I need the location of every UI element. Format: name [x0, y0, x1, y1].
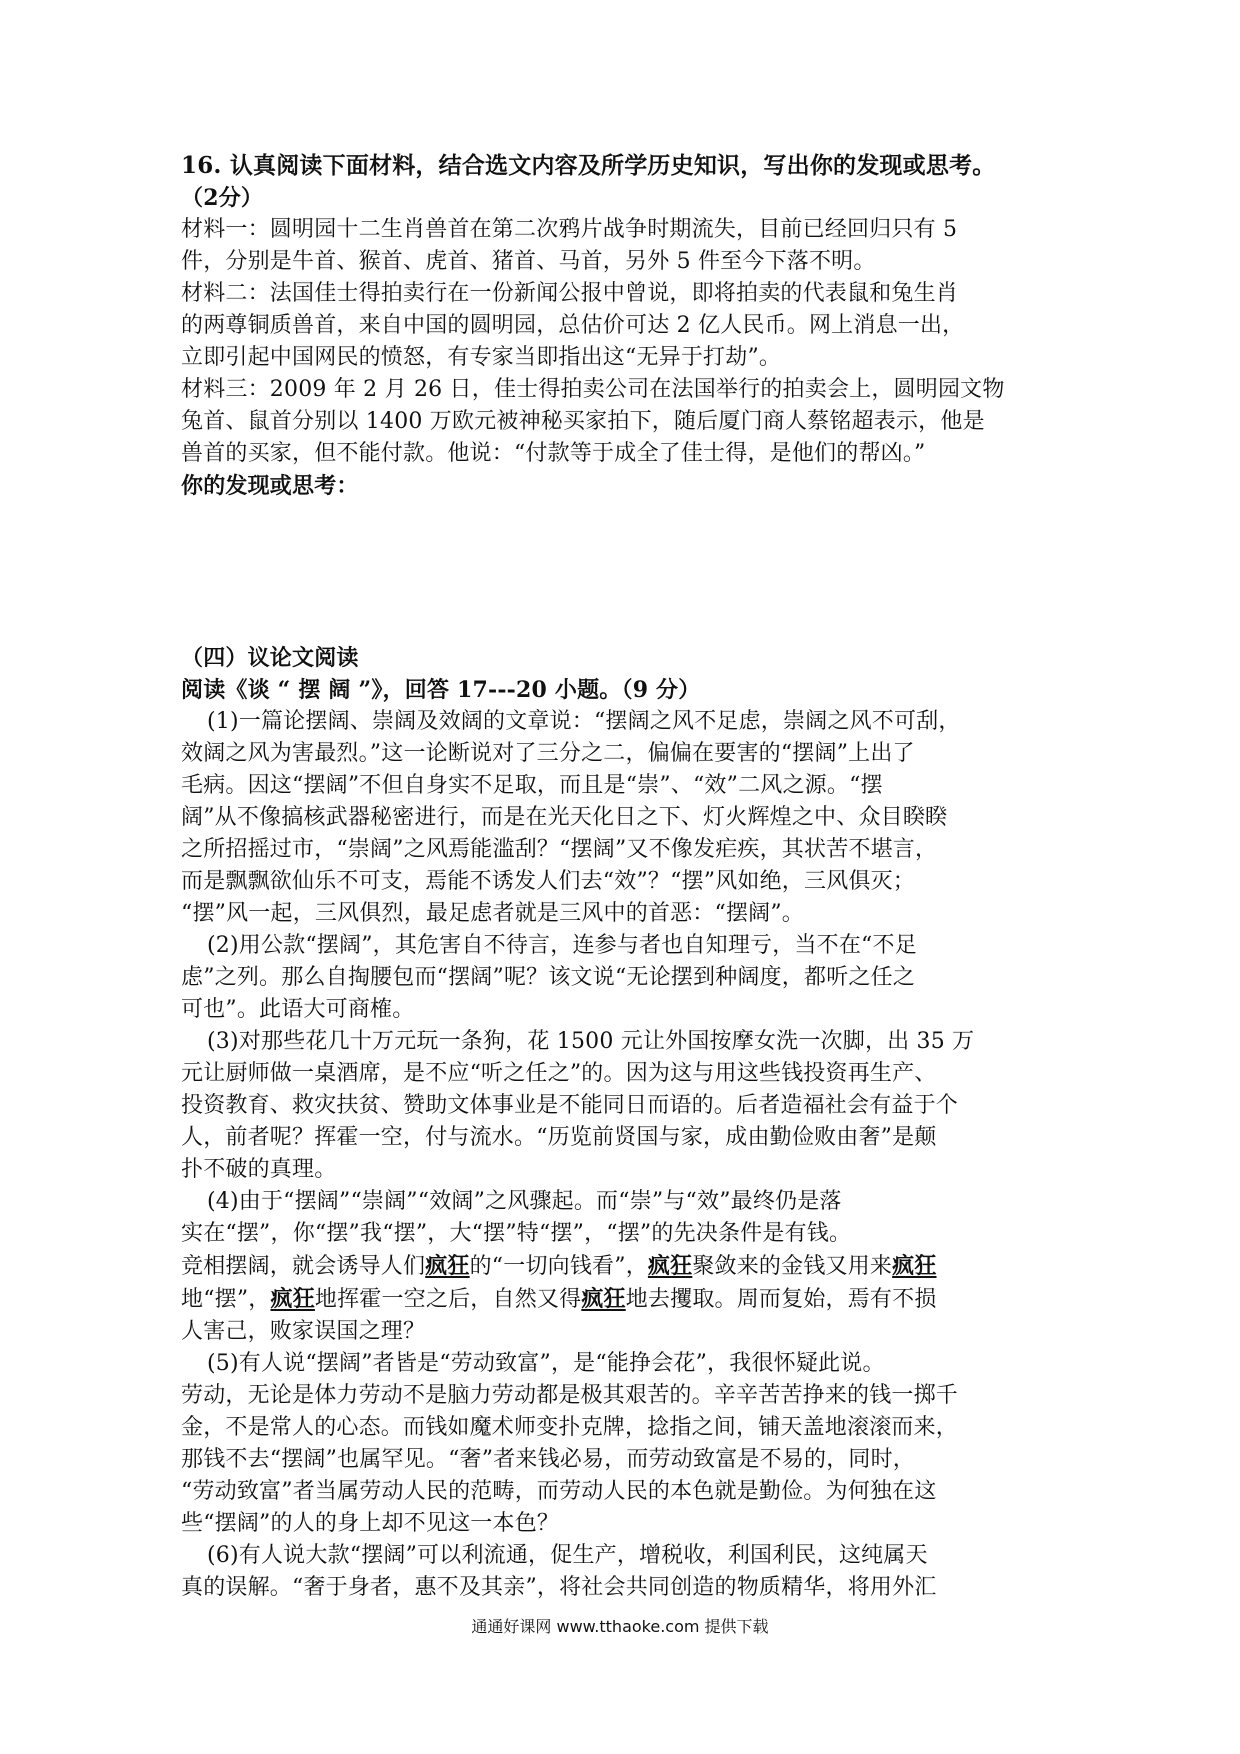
paragraph-line: 而是飘飘欲仙乐不可支，焉能不诱发人们去“效”？“摆”风如绝，三风俱灭；	[181, 869, 915, 894]
paragraph-line: 那钱不去“摆阔”也属罕见。“奢”者来钱必易，而劳动致富是不易的，同时，	[181, 1447, 915, 1472]
paragraph-line: 人，前者呢？挥霍一空，付与流水。“历览前贤国与家，成由勤俭败由奢”是颠	[181, 1125, 937, 1150]
material-1-line: 件，分别是牛首、猴首、虎首、猪首、马首，另外 5 件至今下落不明。	[181, 249, 876, 274]
paragraph-line: (2)用公款“摆阔”，其危害自不待言，连参与者也自知理亏，当不在“不足	[207, 933, 917, 958]
text-segment: 地挥霍一空之后，自然又得	[314, 1287, 582, 1312]
paragraph-line: 虑”之列。那么自掏腰包而“摆阔”呢？该文说“无论摆到种阔度，都听之任之	[181, 965, 915, 990]
paragraph-line	[181, 1250, 1061, 1283]
material-2-line: 的两尊铜质兽首，来自中国的圆明园，总估价可达 2 亿人民币。网上消息一出，	[181, 313, 965, 338]
keyword-underlined: 疯狂	[425, 1253, 470, 1279]
paragraph-line: (4)由于“摆阔”“崇阔”“效阔”之风骤起。而“崇”与“效”最终仍是落	[207, 1189, 842, 1214]
paragraph-line: 扑不破的真理。	[181, 1157, 337, 1182]
material-3-line: 兽首的买家，但不能付款。他说：“付款等于成全了佳士得，是他们的帮凶。”	[181, 441, 926, 466]
text-segment: 地去攫取。周而复始，焉有不损	[625, 1287, 937, 1312]
paragraph-line: (6)有人说大款“摆阔”可以利流通，促生产，增税收，利国利民，这纯属天	[207, 1543, 928, 1568]
paragraph-line: 投资教育、救灾扶贫、赞助文体事业是不能同日而语的。后者造福社会有益于个	[181, 1093, 959, 1118]
paragraph-5	[181, 1348, 1061, 1540]
keyword-underlined: 疯狂	[892, 1253, 937, 1279]
paragraph-line: 效阔之风为害最烈。”这一论断说对了三分之二，偏偏在要害的“摆阔”上出了	[181, 741, 915, 766]
paragraph-line: (5)有人说“摆阔”者皆是“劳动致富”，是“能挣会花”，我很怀疑此说。	[207, 1351, 885, 1376]
material-1-line: 材料一：圆明园十二生肖兽首在第二次鸦片战争时期流失，目前已经回归只有 5	[181, 217, 958, 242]
paragraph-line: 之所招摇过市，“崇阔”之风焉能滥刮？“摆阔”又不像发疟疾，其状苦不堪言，	[181, 837, 938, 862]
question-16-title: 16. 认真阅读下面材料，结合选文内容及所学历史知识，写出你的发现或思考。	[181, 152, 996, 179]
section-heading: （四）议论文阅读	[181, 645, 359, 671]
page-content	[181, 150, 1061, 1604]
material-2-line: 立即引起中国网民的愤怒，有专家当即指出这“无异于打劫”。	[181, 345, 782, 370]
section-subheading: 阅读《谈 “ 摆 阔 ”》，回答 17---20 小题。（9 分）	[181, 677, 701, 703]
answer-space[interactable]	[181, 502, 1061, 640]
question-16-score: （2分）	[181, 185, 264, 211]
paragraph-2	[181, 930, 1061, 1026]
paragraph-line: “劳动致富”者当属劳动人民的范畴，而劳动人民的本色就是勤俭。为何独在这	[181, 1479, 937, 1504]
keyword-underlined: 疯狂	[647, 1253, 693, 1279]
paragraph-1	[181, 706, 1061, 930]
text-segment: 地“摆”，	[181, 1287, 271, 1312]
paragraph-line: 实在“摆”，你“摆”我“摆”，大“摆”特“摆”，“摆”的先决条件是有钱。	[181, 1221, 852, 1246]
paragraph-line: 些“摆阔”的人的身上却不见这一本色？	[181, 1511, 560, 1536]
page-footer: 通通好课网 www.tthaoke.com 提供下载	[471, 1617, 769, 1636]
text-segment: 聚敛来的金钱又用来	[692, 1254, 893, 1279]
paragraph-line: 阔”从不像搞核武器秘密进行，而是在光天化日之下、灯火辉煌之中、众目睽睽	[181, 805, 948, 830]
paragraph-line: 金，不是常人的心态。而钱如魔术师变扑克牌，捻指之间，铺天盖地滚滚而来，	[181, 1415, 959, 1440]
paragraph-line: “摆”风一起，三风俱烈，最足虑者就是三风中的首恶：“摆阔”。	[181, 901, 804, 926]
paragraph-6	[181, 1540, 1061, 1604]
paragraph-line: 可也”。此语大可商榷。	[181, 997, 415, 1022]
text-segment: 竞相摆阔，就会诱导人们	[181, 1254, 426, 1279]
material-3	[181, 374, 1061, 470]
material-3-line: 兔首、鼠首分别以 1400 万欧元被神秘买家拍下，随后厦门商人蔡铭超表示，他是	[181, 409, 985, 434]
paragraph-line	[181, 1283, 1061, 1316]
material-3-line: 材料三：2009 年 2 月 26 日，佳士得拍卖公司在法国举行的拍卖会上，圆明园文物	[181, 377, 1005, 402]
text-segment: 的“一切向钱看”，	[469, 1254, 648, 1279]
paragraph-line: 真的误解。“奢于身者，惠不及其亲”，将社会共同创造的物质精华，将用外汇	[181, 1575, 937, 1600]
keyword-underlined: 疯狂	[270, 1286, 315, 1312]
material-1	[181, 214, 1061, 278]
answer-prompt: 你的发现或思考：	[181, 473, 359, 499]
material-2	[181, 278, 1061, 374]
keyword-underlined: 疯狂	[581, 1286, 626, 1312]
paragraph-line: 劳动，无论是体力劳动不是脑力劳动都是极其艰苦的。辛辛苦苦挣来的钱一掷千	[181, 1383, 959, 1408]
paragraph-3	[181, 1026, 1061, 1186]
paragraph-line: 人害己，败家误国之理？	[181, 1319, 426, 1344]
paragraph-4	[181, 1186, 1061, 1348]
material-2-line: 材料二：法国佳士得拍卖行在一份新闻公报中曾说，即将拍卖的代表鼠和兔生肖	[181, 281, 959, 306]
paragraph-line: (1)一篇论摆阔、崇阔及效阔的文章说：“摆阔之风不足虑，崇阔之风不可刮，	[207, 709, 961, 734]
paragraph-line: 毛病。因这“摆阔”不但自身实不足取，而且是“崇”、“效”二风之源。“摆	[181, 773, 883, 798]
paragraph-line: (3)对那些花几十万元玩一条狗，花 1500 元让外国按摩女洗一次脚，出 35 万	[207, 1029, 975, 1054]
paragraph-line: 元让厨师做一桌酒席，是不应“听之任之”的。因为这与用这些钱投资再生产、	[181, 1061, 937, 1086]
